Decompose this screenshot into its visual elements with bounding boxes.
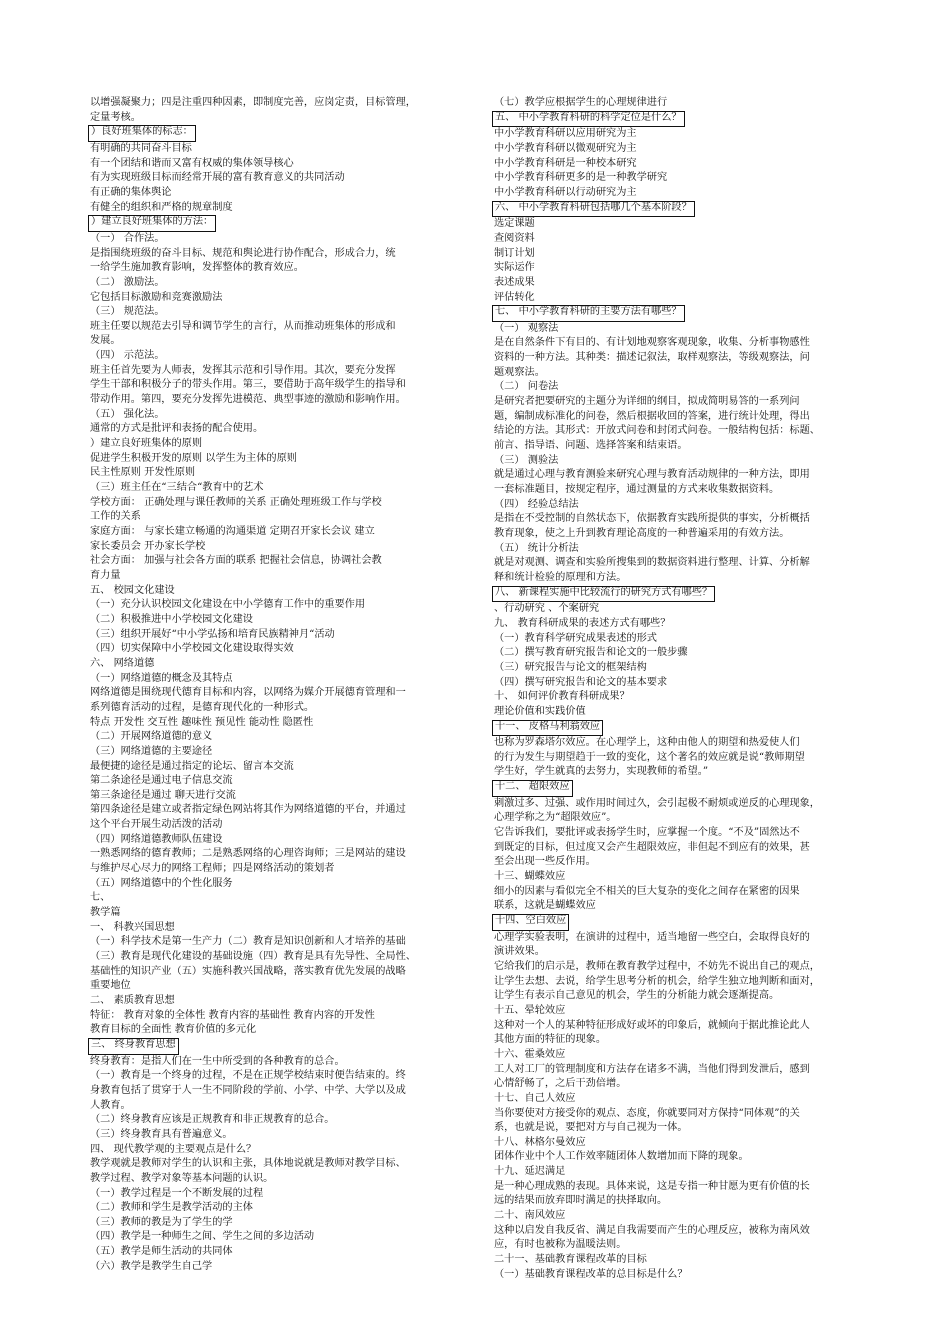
left-text-line: （二）开展网络道德的意义 [90,731,213,743]
right-text-line: 系，也就是说，要把对方与自己视为一体。 [494,1122,688,1134]
right-text-line: 它给我们的启示是，教师在教育教学过程中，不妨先不说出自己的观点， [494,960,820,972]
left-text-line: 六、 网络道德 [90,657,155,669]
right-text-line: 心情舒畅了，之后干劲倍增。 [494,1078,627,1090]
right-text-line: （七）教学应根据学生的心理规律进行 [494,97,668,108]
left-text-line: 有一个团结和谐而又富有权威的集体领导核心 [90,157,294,169]
left-text-line: （一）教学过程是一个不断发展的过程 [90,1187,264,1199]
right-text-line: 十、 如何评价教育科研成果？ [494,691,630,703]
left-text-line: （三）组织开展好“中小学弘扬和培育民族精神月“活动 [90,628,335,640]
left-text-line: （五）教学是师生活动的共同体 [90,1246,233,1258]
left-text-line: 通常的方式是批评和表扬的配合使用。 [90,423,264,435]
left-text-line: 学生干部和积极分子的带头作用。第三，要借助于高年级学生的指导和 [90,379,406,391]
right-text-line: 制订计划 [494,247,535,259]
right-boxed-heading: 八、 新课程实施中比较流行的研究方式有哪些？ [492,586,715,603]
right-text-line: 远的结果而放弃即时满足的抉择取向。 [494,1195,668,1207]
right-text-line: 其他方面的特征的现象。 [494,1034,607,1046]
right-text-line: 中小学教育科研更多的是一种教学研究 [494,172,668,184]
right-text-line: 十九、延迟满足 [494,1166,566,1178]
left-text-line: 一给学生施加教育影响，发挥整体的教育效应。 [90,262,304,274]
right-boxed-heading: 十四、空白效应 [492,914,569,931]
right-text-line: （三） 测验法 [494,454,559,466]
left-text-line: 第二条途径是通过电子信息交流 [90,775,233,787]
right-text-line: 就是对观测、调查和实验所搜集到的数据资料进行整理、计算、分析解 [494,557,810,569]
left-text-line: 社会方面： 加强与社会各方面的联系 把握社会信息，协调社会教 [90,555,382,567]
right-text-column [494,96,868,1282]
left-boxed-heading: 三、 终身教育思想 [88,1038,179,1055]
right-text-line: 心理学称之为“超限效应”。 [494,812,617,824]
left-text-line: （三）教师的教是为了学生的学 [90,1216,233,1228]
right-text-line: 细小的因素与看似完全不相关的巨大复杂的变化之间存在紧密的因果 [494,885,800,897]
left-text-line: 教育目标的全面性 教育价值的多元化 [90,1024,257,1036]
right-text-line: （四） 经验总结法 [494,498,579,510]
right-text-line: 题，编制成标准化的问卷，然后根据收回的答案，进行统计处理，得出 [494,410,810,422]
right-text-line: 一套标准题目，按规定程序，通过测量的方式来收集数据资料。 [494,484,780,496]
right-text-line: （二） 问卷法 [494,381,559,393]
left-text-column [90,96,472,1274]
right-text-line: 学生好，学生就真的去努力，实现教师的希望。” [494,766,709,778]
right-text-line: （四）撰写研究报告和论文的基本要求 [494,676,668,688]
left-text-line: 有为实现班级目标而经常开展的富有教育意义的共同活动 [90,172,345,184]
right-text-line: 十八、林格尔曼效应 [494,1136,586,1148]
right-text-line: 理论价值和实践价值 [494,705,586,717]
left-text-line: 第四条途径是建立或者指定绿色网站将其作为网络道德的平台，并通过 [90,804,406,816]
left-text-line: （一）网络道德的概念及其特点 [90,672,233,684]
left-text-line: 系列德育活动的过程，是德育现代化的一种形式。 [90,701,315,713]
left-text-line: 学校方面： 正确处理与课任教师的关系 正确处理班级工作与学校 [90,496,382,508]
left-text-line: 二、 素质教育思想 [90,995,175,1006]
right-text-line: 评估转化 [494,291,535,303]
left-text-line: 有明确的共同奋斗目标 [90,142,192,154]
right-text-line: （一） 观察法 [494,322,559,334]
right-text-line: 团体作业中个人工作效率随团体人数增加而下降的现象。 [494,1151,749,1163]
right-text-line: 实际运作 [494,262,535,274]
left-text-line: 有正确的集体舆论 [90,186,172,198]
left-text-line: 它包括目标激励和竞赛激励法 [90,291,223,303]
right-text-line: （三）研究报告与论文的框架结构 [494,661,647,673]
right-text-line: 让学生有表示自己意见的机会，学生的分析能力就会逐渐提高。 [494,990,780,1002]
left-text-line: （六）教学是教学生自己学 [90,1260,213,1272]
right-text-line: 二十一、基础教育课程改革的目标 [494,1254,647,1266]
left-text-line: 第三条途径是通过 聊天进行交流 [90,789,236,801]
right-text-line: 也称为罗森塔尔效应。在心理学上，这种由他人的期望和热爱使人们 [494,737,800,749]
right-boxed-heading: 十二、 超限效应 [492,780,573,797]
left-text-line: （三）教育是现代化建设的基础设施（四）教育是具有先导性、全局性、 [90,951,416,963]
right-text-line: 十五、晕轮效应 [494,1004,566,1016]
left-text-line: 教学篇 [90,907,121,919]
left-text-line: 定量考核。 [90,111,141,123]
left-text-line: 班主任首先要为人师表，发挥其示范和引导作用。其次，要充分发挥 [90,364,396,376]
left-text-line: （三）终身教育具有普遍意义。 [90,1128,233,1140]
right-text-line: 表述成果 [494,276,535,288]
left-text-line: 教学观就是教师对学生的认识和主张，具体地说就是教师对教学目标、 [90,1158,406,1170]
left-text-line: （三）网络道德的主要途径 [90,745,213,757]
right-text-line: 到既定的目标，但过度又会产生超限效应，非但起不到应有的效果，甚 [494,841,810,853]
left-text-line: 是指围绕班级的奋斗目标、规范和舆论进行协作配合，形成合力，统 [90,247,396,259]
left-text-line: 发展。 [90,335,121,347]
right-text-line: 应，有时也被称为温暖法则。 [494,1239,627,1251]
left-text-line: 工作的关系 [90,511,141,523]
right-text-line: 中小学教育科研是一种校本研究 [494,157,637,169]
left-text-line: （三）班主任在“三结合“教育中的艺术 [90,482,264,494]
left-text-line: 四、 现代教学观的主要观点是什么？ [90,1143,257,1155]
left-text-line: （五）网络道德中的个性化服务 [90,877,233,889]
right-text-line: 十六、霍桑效应 [494,1048,566,1060]
right-boxed-heading: 七、 中小学教育科研的主要方法有哪些？ [492,305,685,322]
right-text-line: 查阅资料 [494,232,535,244]
left-text-line: 七、 [90,892,111,904]
left-text-line: 民主性原则 开发性原则 [90,467,196,479]
left-boxed-heading: ）建立良好班集体的方法： [88,215,216,232]
right-text-line: 是在自然条件下有目的、有计划地观察客观现象，收集、分析事物感性 [494,337,810,349]
right-text-line: 选定课题 [494,218,535,230]
right-text-line: 中小学教育科研以应用研究为主 [494,128,637,140]
right-text-line: 联系，这就是蝴蝶效应 [494,900,596,912]
left-text-line: 以增强凝聚力；四是注重四种因素，即制度完善，应岗定责，目标管理， [90,97,416,108]
right-text-line: 九、 教育科研成果的表述方式有哪些？ [494,617,671,629]
left-text-line: （二） 激励法。 [90,276,165,288]
left-text-line: （一）教育是一个终身的过程，不是在正规学校结束时便告结束的。终 [90,1070,406,1082]
left-text-line: 最便捷的途径是通过指定的论坛、留言本交流 [90,760,294,772]
left-text-line: 身教育包括了贯穿于人一生不同阶段的学前、小学、中学、大学以及成 [90,1084,406,1096]
right-text-line: 教育现象，使之上升到教育理论高度的一种普遍采用的有效方法。 [494,527,790,539]
right-text-line: 前言、指导语、问题、选择答案和结束语。 [494,440,688,452]
left-text-line: （四）教学是一种师生之间、学生之间的多边活动 [90,1231,315,1243]
left-text-line: 班主任要以规范去引导和调节学生的言行，从而推动班集体的形成和 [90,320,396,332]
right-text-line: 至会出现一些反作用。 [494,856,596,868]
left-text-line: 家长委员会 开办家长学校 [90,540,206,552]
left-text-line: 有健全的组织和严格的规章制度 [90,201,233,213]
right-text-line: 释和统计检验的原理和方法。 [494,571,627,583]
right-text-line: （五） 统计分析法 [494,542,579,554]
right-text-line: 、行动研究 、个案研究 [494,603,600,615]
right-text-line: 资料的一种方法。其种类：描述记叙法，取样观察法，等级观察法，问 [494,352,810,364]
right-text-line: 十三、蝴蝶效应 [494,871,566,883]
right-boxed-heading: 六、 中小学教育科研包括哪几个基本阶段？ [492,201,695,218]
left-text-line: ）建立良好班集体的原则 [90,438,203,450]
right-text-line: 是一种心理成熟的表现。具体来说，这是专指一种甘愿为更有价值的长 [494,1180,810,1192]
right-text-line: 工人对工厂的管理制度和方法存在诸多不满，当他们得到发泄后，感到 [494,1063,810,1075]
left-text-line: （五） 强化法。 [90,408,165,420]
right-text-line: 中小学教育科研以微观研究为主 [494,142,637,154]
left-text-line: 特征： 教育对象的全体性 教育内容的基础性 教育内容的开发性 [90,1009,375,1021]
left-text-line: 特点 开发性 交互性 趣味性 预见性 能动性 隐匿性 [90,716,314,728]
right-text-line: 是指在不受控制的自然状态下，依据教育实践所提供的事实，分析概括 [494,513,810,525]
left-text-line: （一）科学技术是第一生产力（二）教育是知识创新和人才培养的基础 [90,936,406,948]
left-boxed-heading: ）良好班集体的标志： [88,125,196,142]
left-text-line: 基础性的知识产业（五）实施科教兴国战略，落实教育优先发展的战略 [90,965,406,977]
right-boxed-heading: 十一、 皮格马利翁效应 [492,720,603,737]
right-text-line: 刺激过多、过强、或作用时间过久，会引起极不耐烦或逆反的心理现象， [494,797,820,809]
left-text-line: （一）充分认识校园文化建设在中小学德育工作中的重要作用 [90,599,366,611]
left-text-line: （四） 示范法。 [90,350,165,362]
right-text-line: 二十、南风效应 [494,1210,566,1222]
right-text-line: 中小学教育科研以行动研究为主 [494,186,637,198]
left-text-line: （四）切实保障中小学校园文化建设取得实效 [90,643,294,655]
left-text-line: （二）终身教育应该是正规教育和非正规教育的总合。 [90,1114,335,1126]
left-text-line: 人教育。 [90,1099,131,1111]
right-text-line: 十七、自己人效应 [494,1092,576,1104]
left-text-line: 带动作用。第四，要充分发挥先进模范、典型事迹的激励和影响作用。 [90,394,406,406]
left-text-line: 重要地位 [90,980,131,992]
left-text-line: 五、 校园文化建设 [90,584,175,596]
right-text-line: （一）教育科学研究成果表述的形式 [494,632,657,644]
right-text-line: 的行为发生与期望趋于一致的变化，这个著名的效应就是说“教师期望 [494,751,805,763]
right-text-line: （一）基础教育课程改革的总目标是什么？ [494,1268,688,1280]
left-text-line: 一、 科教兴国思想 [90,921,175,933]
right-text-line: 它告诉我们，要批评或表扬学生时，应掌握一个度。“不及”固然达不 [494,827,800,839]
left-text-line: 促进学生积极开发的原则 以学生为主体的原则 [90,452,297,464]
left-text-line: 一熟悉网络的德育教师；二是熟悉网络的心理咨询师；三是网站的建设 [90,848,406,860]
right-text-line: 这种以启发自我反省、满足自我需要而产生的心理反应，被称为南风效 [494,1224,810,1236]
right-text-line: 是研究者把要研究的主题分为详细的纲目，拟成简明易答的一系列问 [494,396,800,408]
right-text-line: 演讲效果。 [494,946,545,958]
left-text-line: （四）网络道德教师队伍建设 [90,833,223,845]
left-text-line: 育力量 [90,569,121,581]
right-boxed-heading: 五、 中小学教育科研的科学定位是什么？ [492,111,685,128]
right-text-line: 结论的方法。其形式：开放式问卷和封闭式问卷。一般结构包括：标题、 [494,425,820,437]
right-text-line: 就是通过心理与教育测验来研究心理与教育活动规律的一种方法，即用 [494,469,810,481]
left-text-line: 家庭方面： 与家长建立畅通的沟通渠道 定期召开家长会议 建立 [90,526,375,537]
left-text-line: （二）教师和学生是教学活动的主体 [90,1202,253,1214]
left-text-line: （二）积极推进中小学校园文化建设 [90,613,253,625]
right-text-line: （二）撰写教育研究报告和论文的一般步骤 [494,647,688,659]
right-text-line: 题观察法。 [494,366,545,378]
left-text-line: （三） 规范法。 [90,306,165,318]
left-text-line: 与维护尽心尽力的网络工程师；四是网络活动的策划者 [90,863,335,875]
left-text-line: 网络道德是围绕现代德育目标和内容，以网络为媒介开展德育管理和一 [90,687,406,699]
right-text-line: 当你要使对方接受你的观点、态度，你就要同对方保持“同体观”的关 [494,1107,800,1119]
left-text-line: （一） 合作法。 [90,232,165,244]
left-text-line: 终身教育：是指人们在一生中所受到的各种教育的总合。 [90,1055,345,1067]
right-text-line: 让学生去想、去说，给学生思考分析的机会，给学生独立地判断和面对， [494,975,820,987]
left-text-line: 教学过程、教学对象等基本问题的认识。 [90,1172,274,1184]
right-text-line: 这种对一个人的某种特征形成好或坏的印象后，就倾向于据此推论此人 [494,1019,810,1031]
left-text-line: 这个平台开展生动活泼的活动 [90,819,223,831]
right-text-line: 心理学实验表明，在演讲的过程中，适当地留一些空白，会取得良好的 [494,931,810,943]
